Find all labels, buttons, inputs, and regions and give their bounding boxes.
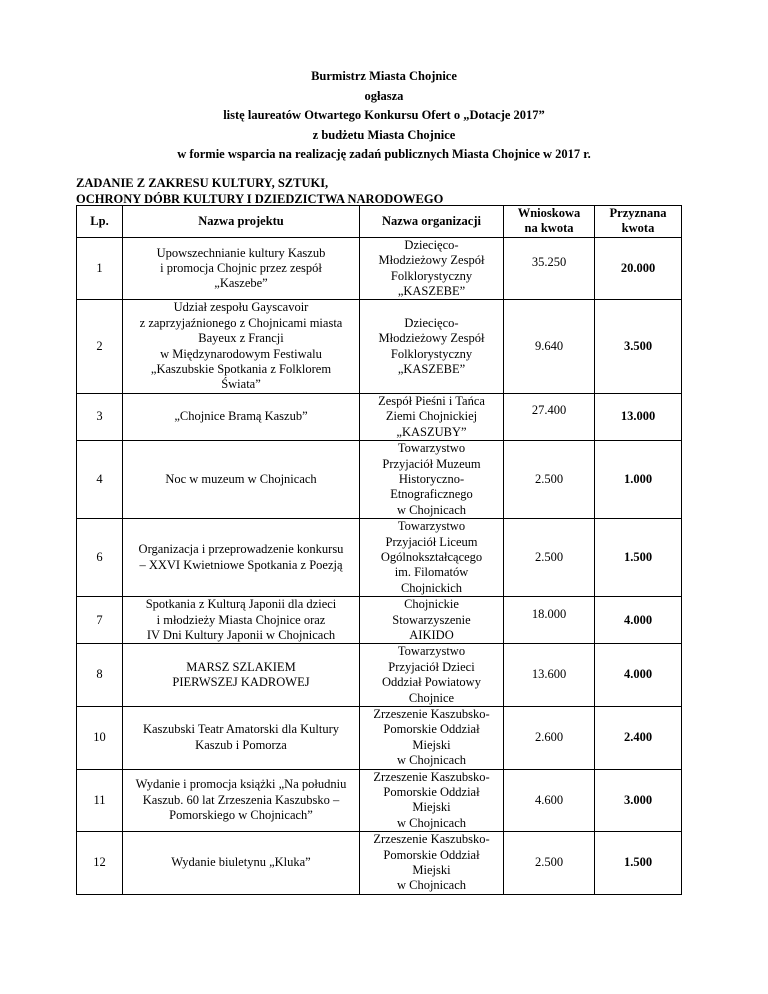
cell-lp: 11	[77, 769, 123, 832]
section-title-line: OCHRONY DÓBR KULTURY I DZIEDZICTWA NARODOWEGO	[76, 192, 444, 206]
header-text-line: Przyznana	[609, 206, 667, 220]
column-header-requested	[504, 206, 595, 238]
cell-requested-amount	[504, 519, 595, 597]
table-row	[77, 441, 682, 519]
section-title-line: ZADANIE Z ZAKRESU KULTURY, SZTUKI,	[76, 176, 329, 190]
column-header-lp: Lp.	[77, 206, 123, 238]
laureates-table	[76, 205, 682, 895]
cell-text-line: Stowarzyszenie	[392, 612, 471, 627]
cell-granted-amount	[595, 832, 682, 895]
header-line: z budżetu Miasta Chojnice	[312, 127, 456, 142]
cell-granted-amount	[595, 769, 682, 832]
cell-project-name	[123, 237, 360, 300]
cell-lp: 4	[77, 441, 123, 519]
cell-text-line: Młodzieżowy Zespół	[378, 331, 485, 346]
table-row	[77, 237, 682, 300]
cell-lp: 6	[77, 519, 123, 597]
cell-lp: 2	[77, 300, 123, 393]
cell-text-line: Zrzeszenie Kaszubsko-	[373, 707, 490, 721]
cell-text-line: Bayeux z Francji	[198, 331, 284, 346]
granted-amount-value: 1.500	[623, 549, 653, 564]
cell-project-name	[123, 644, 360, 707]
granted-amount-value: 2.400	[623, 730, 653, 745]
cell-text-line: Historyczno-	[398, 471, 465, 486]
cell-organization-name	[360, 769, 504, 832]
cell-organization-name	[360, 707, 504, 770]
cell-text-line: Pomorskie Oddział	[383, 722, 480, 737]
cell-project-name	[123, 769, 360, 832]
cell-text-line: Noc w muzeum w Chojnicach	[165, 471, 317, 486]
cell-requested-amount	[504, 769, 595, 832]
column-header-granted	[595, 206, 682, 238]
cell-text-line: Miejski	[412, 800, 451, 815]
granted-amount-value: 4.000	[623, 612, 653, 627]
table-row	[77, 769, 682, 832]
header-line: ogłasza	[364, 88, 404, 103]
cell-granted-amount	[595, 519, 682, 597]
cell-text-line: Dziecięco-	[404, 237, 459, 252]
granted-amount-value: 20.000	[620, 260, 656, 275]
header-text-line: na kwota	[524, 221, 574, 236]
cell-granted-amount	[595, 393, 682, 440]
cell-organization-name	[360, 644, 504, 707]
cell-text-line: Ziemi Chojnickiej	[385, 409, 478, 424]
cell-text-line: Pomorskie Oddział	[383, 847, 480, 862]
granted-amount-value: 4.000	[623, 667, 653, 682]
cell-text-line: w Chojnicach	[396, 753, 467, 768]
cell-organization-name	[360, 832, 504, 895]
cell-requested-amount	[504, 832, 595, 895]
cell-text-line: Kaszub. 60 lat Zrzeszenia Kaszubsko –	[142, 792, 340, 807]
cell-project-name	[123, 832, 360, 895]
cell-requested-amount	[504, 441, 595, 519]
cell-organization-name	[360, 300, 504, 393]
requested-amount-value: 9.640	[534, 338, 564, 353]
cell-text-line: Towarzystwo	[397, 644, 466, 659]
header-line: Burmistrz Miasta Chojnice	[311, 69, 457, 83]
cell-text-line: Chojnickie	[404, 597, 459, 612]
cell-granted-amount	[595, 644, 682, 707]
header-text-line: Wnioskowa	[517, 206, 581, 220]
requested-amount-value: 2.600	[534, 730, 564, 745]
cell-organization-name	[360, 237, 504, 300]
column-header-project: Nazwa projektu	[123, 206, 360, 238]
cell-text-line: „Chojnice Bramą Kaszub”	[174, 409, 308, 424]
cell-text-line: – XXVI Kwietniowe Spotkania z Poezją	[139, 557, 343, 572]
cell-text-line: Folklorystyczny	[390, 268, 473, 283]
cell-text-line: Ogólnokształcącego	[380, 549, 483, 564]
cell-project-name	[123, 441, 360, 519]
cell-text-line: Towarzystwo	[397, 519, 466, 534]
cell-text-line: Kaszub i Pomorza	[195, 737, 287, 752]
cell-requested-amount	[504, 237, 595, 300]
cell-organization-name	[360, 597, 504, 644]
cell-project-name	[123, 597, 360, 644]
cell-text-line: Zrzeszenie Kaszubsko-	[373, 832, 490, 847]
cell-project-name	[123, 300, 360, 393]
cell-text-line: i młodzieży Miasta Chojnice oraz	[156, 612, 326, 627]
requested-amount-value: 13.600	[531, 667, 567, 682]
cell-requested-amount	[504, 707, 595, 770]
table-row	[77, 644, 682, 707]
cell-text-line: w Chojnicach	[396, 815, 467, 830]
cell-text-line: Wydanie i promocja książki „Na południu	[135, 777, 347, 792]
cell-granted-amount	[595, 441, 682, 519]
cell-text-line: Młodzieżowy Zespół	[378, 253, 485, 268]
cell-text-line: Towarzystwo	[397, 441, 466, 456]
requested-amount-value: 18.000	[531, 606, 567, 621]
cell-granted-amount	[595, 707, 682, 770]
cell-text-line: Miejski	[412, 737, 451, 752]
cell-text-line: MARSZ SZLAKIEM	[186, 659, 296, 674]
cell-granted-amount	[595, 597, 682, 644]
cell-text-line: im. Filomatów	[394, 565, 469, 580]
cell-text-line: „Kaszebe”	[214, 276, 268, 291]
table-row	[77, 300, 682, 393]
cell-organization-name	[360, 441, 504, 519]
cell-text-line: Udział zespołu Gayscavoir	[173, 300, 309, 315]
cell-text-line: Kaszubski Teatr Amatorski dla Kultury	[142, 722, 340, 737]
cell-text-line: Folklorystyczny	[390, 346, 473, 361]
table-row	[77, 393, 682, 440]
cell-text-line: „KASZEBE”	[397, 362, 466, 377]
granted-amount-value: 3.000	[623, 792, 653, 807]
cell-text-line: Chojnice	[408, 690, 455, 705]
granted-amount-value: 3.500	[623, 338, 653, 353]
cell-text-line: Pomorskie Oddział	[383, 785, 480, 800]
table-body	[77, 237, 682, 894]
header-line: listę laureatów Otwartego Konkursu Ofert o „Dotacje 2017”	[223, 108, 545, 122]
cell-text-line: „Kaszubskie Spotkania z Folklorem	[150, 362, 332, 377]
cell-lp: 10	[77, 707, 123, 770]
cell-requested-amount	[504, 597, 595, 644]
cell-text-line: IV Dni Kultury Japonii w Chojnicach	[146, 627, 336, 642]
table-row	[77, 597, 682, 644]
table-row	[77, 707, 682, 770]
cell-lp: 1	[77, 237, 123, 300]
cell-lp: 3	[77, 393, 123, 440]
cell-text-line: Przyjaciół Dzieci	[388, 659, 475, 674]
requested-amount-value: 4.600	[534, 792, 564, 807]
cell-text-line: Wydanie biuletynu „Kluka”	[171, 855, 311, 870]
cell-project-name	[123, 707, 360, 770]
cell-requested-amount	[504, 644, 595, 707]
cell-text-line: Etnograficznego	[390, 487, 473, 502]
cell-text-line: Upowszechnianie kultury Kaszub	[156, 245, 326, 260]
cell-organization-name	[360, 393, 504, 440]
cell-project-name	[123, 393, 360, 440]
cell-text-line: Organizacja i przeprowadzenie konkursu	[138, 542, 344, 557]
cell-lp: 7	[77, 597, 123, 644]
cell-lp: 8	[77, 644, 123, 707]
column-header-organization: Nazwa organizacji	[360, 206, 504, 238]
cell-text-line: Miejski	[412, 863, 451, 878]
requested-amount-value: 2.500	[534, 855, 564, 870]
cell-text-line: Zespół Pieśni i Tańca	[378, 393, 485, 408]
cell-requested-amount	[504, 393, 595, 440]
requested-amount-value: 2.500	[534, 549, 564, 564]
cell-text-line: w Chojnicach	[396, 878, 467, 893]
granted-amount-value: 13.000	[620, 409, 656, 424]
cell-granted-amount	[595, 237, 682, 300]
cell-text-line: Przyjaciół Liceum	[385, 534, 478, 549]
cell-requested-amount	[504, 300, 595, 393]
cell-lp: 12	[77, 832, 123, 895]
cell-text-line: i promocja Chojnic przez zespół	[160, 260, 322, 275]
header-text-line: kwota	[621, 221, 655, 236]
granted-amount-value: 1.000	[623, 471, 653, 486]
granted-amount-value: 1.500	[623, 855, 653, 870]
requested-amount-value: 27.400	[531, 403, 567, 418]
announcement-header	[0, 67, 768, 165]
header-line: w formie wsparcia na realizację zadań publicznych Miasta Chojnice w 2017 r.	[177, 147, 591, 161]
cell-text-line: „KASZUBY”	[396, 424, 467, 439]
cell-organization-name	[360, 519, 504, 597]
requested-amount-value: 35.250	[531, 254, 567, 269]
cell-project-name	[123, 519, 360, 597]
cell-text-line: Pomorskiego w Chojnicach”	[169, 808, 313, 823]
cell-text-line: Oddział Powiatowy	[382, 675, 481, 690]
cell-text-line: Spotkania z Kulturą Japonii dla dzieci	[145, 597, 337, 612]
cell-text-line: Dziecięco-	[404, 315, 459, 330]
cell-text-line: AIKIDO	[409, 627, 454, 642]
cell-text-line: Przyjaciół Muzeum	[382, 456, 481, 471]
cell-text-line: w Międzynarodowym Festiwalu	[160, 346, 322, 361]
cell-text-line: z zaprzyjaźnionego z Chojnicami miasta	[139, 315, 343, 330]
table-row	[77, 519, 682, 597]
cell-text-line: PIERWSZEJ KADROWEJ	[172, 675, 310, 690]
cell-text-line: „KASZEBE”	[397, 284, 466, 299]
requested-amount-value: 2.500	[534, 471, 564, 486]
cell-text-line: w Chojnicach	[396, 502, 467, 517]
cell-granted-amount	[595, 300, 682, 393]
table-row	[77, 832, 682, 895]
cell-text-line: Świata”	[221, 377, 261, 392]
cell-text-line: Chojnickich	[400, 580, 463, 595]
table-header-row	[77, 206, 682, 238]
section-title	[76, 175, 443, 207]
cell-text-line: Zrzeszenie Kaszubsko-	[373, 769, 490, 784]
